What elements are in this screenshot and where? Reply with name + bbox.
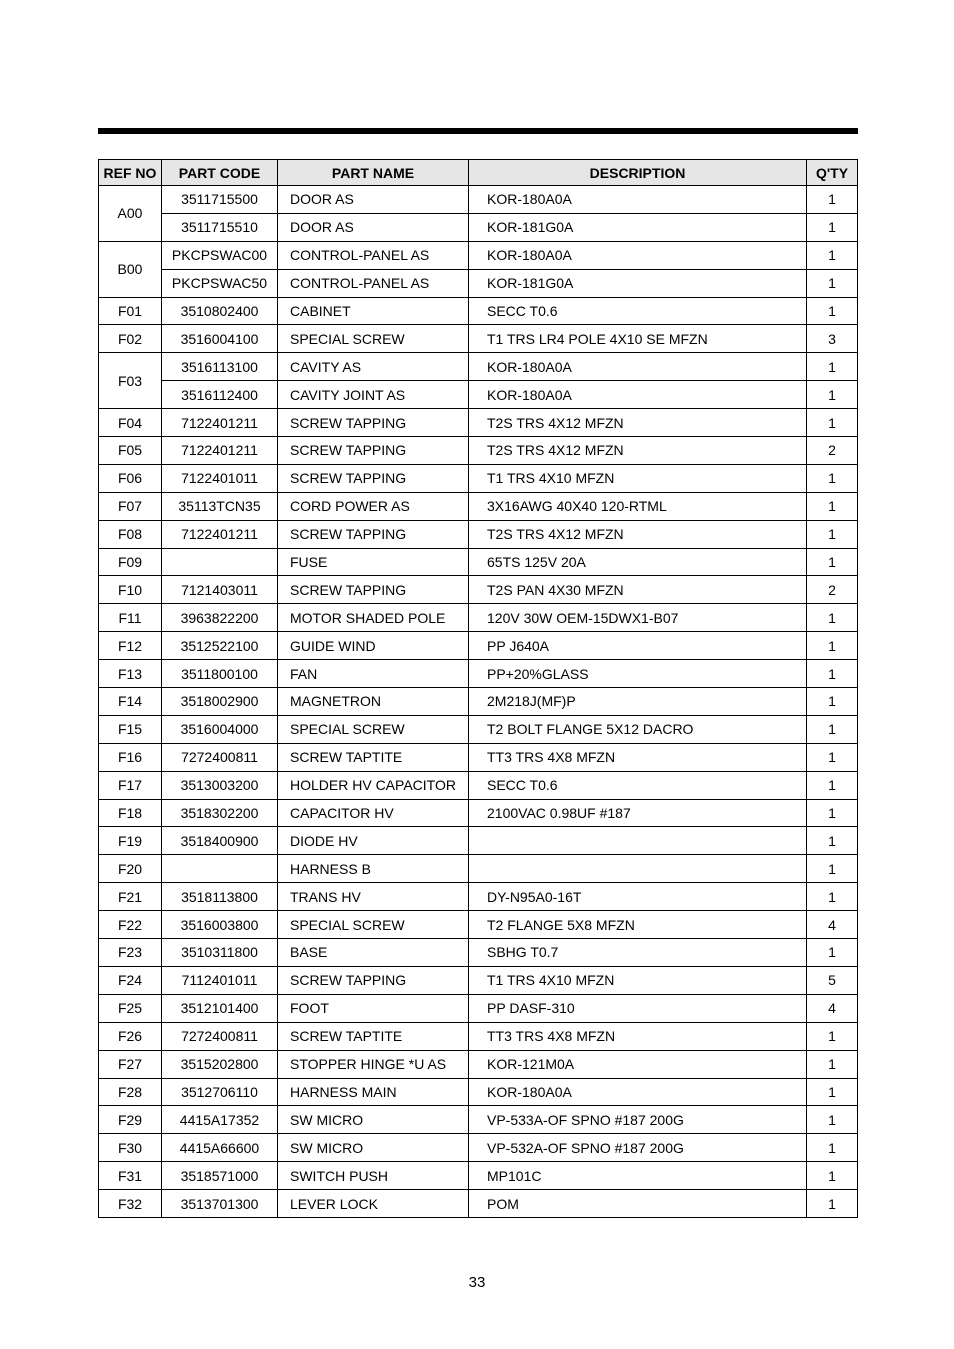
table-row — [99, 213, 858, 241]
qty-cell: 1 — [807, 520, 858, 548]
ref-no-cell: F26 — [99, 1022, 162, 1050]
ref-no-cell: F09 — [99, 548, 162, 576]
description-cell: PP DASF-310 — [469, 994, 807, 1022]
part-name-cell: CABINET — [278, 297, 469, 325]
ref-no-cell: F03 — [99, 353, 162, 409]
ref-no-cell: F10 — [99, 576, 162, 604]
description-cell: 3X16AWG 40X40 120-RTML — [469, 492, 807, 520]
table-row — [99, 911, 858, 939]
part-code-cell: 3515202800 — [162, 1050, 278, 1078]
description-cell: VP-533A-OF SPNO #187 200G — [469, 1106, 807, 1134]
qty-cell: 1 — [807, 409, 858, 437]
part-name-cell: STOPPER HINGE *U AS — [278, 1050, 469, 1078]
ref-no-cell: F31 — [99, 1162, 162, 1190]
description-cell: TT3 TRS 4X8 MFZN — [469, 1022, 807, 1050]
ref-no-cell: F24 — [99, 966, 162, 994]
part-code-cell: 7272400811 — [162, 1022, 278, 1050]
part-name-cell: CONTROL-PANEL AS — [278, 269, 469, 297]
description-cell: TT3 TRS 4X8 MFZN — [469, 743, 807, 771]
part-code-cell: 7121403011 — [162, 576, 278, 604]
qty-cell: 1 — [807, 213, 858, 241]
table-row — [99, 994, 858, 1022]
part-code-cell: 3512101400 — [162, 994, 278, 1022]
part-name-cell: DOOR AS — [278, 213, 469, 241]
table-row — [99, 855, 858, 883]
description-cell: SECC T0.6 — [469, 297, 807, 325]
qty-cell: 1 — [807, 464, 858, 492]
table-row — [99, 1162, 858, 1190]
description-cell: 2100VAC 0.98UF #187 — [469, 799, 807, 827]
description-cell: KOR-180A0A — [469, 241, 807, 269]
qty-cell: 1 — [807, 799, 858, 827]
table-row — [99, 576, 858, 604]
part-name-cell: MOTOR SHADED POLE — [278, 604, 469, 632]
part-name-cell: FUSE — [278, 548, 469, 576]
qty-cell: 1 — [807, 1022, 858, 1050]
part-code-cell: 3518571000 — [162, 1162, 278, 1190]
qty-cell: 2 — [807, 437, 858, 465]
qty-cell: 1 — [807, 1162, 858, 1190]
description-cell: SECC T0.6 — [469, 771, 807, 799]
description-cell: T2S TRS 4X12 MFZN — [469, 520, 807, 548]
description-cell: KOR-180A0A — [469, 381, 807, 409]
part-code-cell: 3516004100 — [162, 325, 278, 353]
qty-cell: 1 — [807, 269, 858, 297]
part-name-cell: DOOR AS — [278, 186, 469, 214]
part-name-cell: CAVITY AS — [278, 353, 469, 381]
table-row — [99, 520, 858, 548]
part-name-cell: CAPACITOR HV — [278, 799, 469, 827]
description-cell: T2 BOLT FLANGE 5X12 DACRO — [469, 715, 807, 743]
ref-no-cell: F07 — [99, 492, 162, 520]
part-code-cell: PKCPSWAC50 — [162, 269, 278, 297]
qty-cell: 1 — [807, 1190, 858, 1218]
part-name-cell: SW MICRO — [278, 1134, 469, 1162]
part-code-cell — [162, 548, 278, 576]
part-name-cell: SCREW TAPPING — [278, 464, 469, 492]
description-cell: DY-N95A0-16T — [469, 883, 807, 911]
ref-no-cell: F16 — [99, 743, 162, 771]
ref-no-cell: F21 — [99, 883, 162, 911]
description-cell: KOR-121M0A — [469, 1050, 807, 1078]
part-name-cell: BASE — [278, 939, 469, 967]
ref-no-cell: F20 — [99, 855, 162, 883]
ref-no-cell: F13 — [99, 660, 162, 688]
description-cell — [469, 827, 807, 855]
description-cell: T2S PAN 4X30 MFZN — [469, 576, 807, 604]
qty-cell: 1 — [807, 1050, 858, 1078]
part-code-cell: 7112401011 — [162, 966, 278, 994]
qty-cell: 2 — [807, 576, 858, 604]
ref-no-cell: F28 — [99, 1078, 162, 1106]
ref-no-cell: F29 — [99, 1106, 162, 1134]
part-code-cell: 3511715500 — [162, 186, 278, 214]
ref-no-cell: F18 — [99, 799, 162, 827]
part-name-cell: SCREW TAPTITE — [278, 743, 469, 771]
part-name-cell: TRANS HV — [278, 883, 469, 911]
part-code-cell: 3518113800 — [162, 883, 278, 911]
header-description: DESCRIPTION — [469, 160, 807, 186]
part-name-cell: HARNESS MAIN — [278, 1078, 469, 1106]
table-row — [99, 939, 858, 967]
table-row — [99, 492, 858, 520]
description-cell: PP J640A — [469, 632, 807, 660]
part-code-cell: 7122401211 — [162, 520, 278, 548]
table-row — [99, 1134, 858, 1162]
part-code-cell: 7122401011 — [162, 464, 278, 492]
part-name-cell: SCREW TAPTITE — [278, 1022, 469, 1050]
qty-cell: 1 — [807, 1106, 858, 1134]
qty-cell: 4 — [807, 911, 858, 939]
table-row — [99, 1078, 858, 1106]
part-code-cell: 3512706110 — [162, 1078, 278, 1106]
qty-cell: 1 — [807, 353, 858, 381]
description-cell: POM — [469, 1190, 807, 1218]
ref-no-cell: F08 — [99, 520, 162, 548]
ref-no-cell: F06 — [99, 464, 162, 492]
table-row — [99, 827, 858, 855]
part-code-cell: 4415A66600 — [162, 1134, 278, 1162]
description-cell: T1 TRS 4X10 MFZN — [469, 966, 807, 994]
part-name-cell: SPECIAL SCREW — [278, 715, 469, 743]
ref-no-cell: F11 — [99, 604, 162, 632]
parts-table — [98, 159, 858, 1218]
qty-cell: 1 — [807, 660, 858, 688]
description-cell: KOR-180A0A — [469, 353, 807, 381]
description-cell: T2S TRS 4X12 MFZN — [469, 437, 807, 465]
qty-cell: 1 — [807, 492, 858, 520]
description-cell: KOR-180A0A — [469, 1078, 807, 1106]
table-row — [99, 799, 858, 827]
qty-cell: 1 — [807, 1134, 858, 1162]
header-qty: Q'TY — [807, 160, 858, 186]
qty-cell: 1 — [807, 771, 858, 799]
qty-cell: 1 — [807, 715, 858, 743]
qty-cell: 1 — [807, 186, 858, 214]
ref-no-cell: A00 — [99, 186, 162, 242]
part-code-cell: 3513701300 — [162, 1190, 278, 1218]
description-cell: KOR-180A0A — [469, 186, 807, 214]
ref-no-cell: F19 — [99, 827, 162, 855]
qty-cell: 1 — [807, 1078, 858, 1106]
part-name-cell: SWITCH PUSH — [278, 1162, 469, 1190]
ref-no-cell: F01 — [99, 297, 162, 325]
ref-no-cell: F23 — [99, 939, 162, 967]
table-row — [99, 297, 858, 325]
table-row — [99, 381, 858, 409]
table-row — [99, 409, 858, 437]
table-row — [99, 241, 858, 269]
part-name-cell: DIODE HV — [278, 827, 469, 855]
table-row — [99, 325, 858, 353]
description-cell: 65TS 125V 20A — [469, 548, 807, 576]
part-code-cell — [162, 855, 278, 883]
table-row — [99, 1106, 858, 1134]
part-name-cell: HOLDER HV CAPACITOR — [278, 771, 469, 799]
table-row — [99, 1050, 858, 1078]
table-row — [99, 743, 858, 771]
table-row — [99, 269, 858, 297]
part-name-cell: SCREW TAPPING — [278, 520, 469, 548]
description-cell: MP101C — [469, 1162, 807, 1190]
part-name-cell: SPECIAL SCREW — [278, 325, 469, 353]
header-row — [99, 160, 858, 186]
qty-cell: 1 — [807, 939, 858, 967]
header-ref-no: REF NO — [99, 160, 162, 186]
ref-no-cell: F05 — [99, 437, 162, 465]
part-code-cell: 3513003200 — [162, 771, 278, 799]
part-code-cell: 4415A17352 — [162, 1106, 278, 1134]
table-row — [99, 660, 858, 688]
part-code-cell: 3518002900 — [162, 688, 278, 716]
description-cell: PP+20%GLASS — [469, 660, 807, 688]
table-row — [99, 1190, 858, 1218]
part-code-cell: PKCPSWAC00 — [162, 241, 278, 269]
part-name-cell: SPECIAL SCREW — [278, 911, 469, 939]
qty-cell: 1 — [807, 883, 858, 911]
part-code-cell: 3510802400 — [162, 297, 278, 325]
ref-no-cell: F02 — [99, 325, 162, 353]
part-code-cell: 3510311800 — [162, 939, 278, 967]
qty-cell: 1 — [807, 297, 858, 325]
table-row — [99, 186, 858, 214]
part-code-cell: 7122401211 — [162, 409, 278, 437]
table-row — [99, 632, 858, 660]
description-cell — [469, 855, 807, 883]
part-name-cell: SCREW TAPPING — [278, 437, 469, 465]
part-code-cell: 7272400811 — [162, 743, 278, 771]
ref-no-cell: B00 — [99, 241, 162, 297]
part-code-cell: 3516004000 — [162, 715, 278, 743]
part-name-cell: SW MICRO — [278, 1106, 469, 1134]
table-row — [99, 966, 858, 994]
description-cell: VP-532A-OF SPNO #187 200G — [469, 1134, 807, 1162]
part-code-cell: 3518302200 — [162, 799, 278, 827]
qty-cell: 4 — [807, 994, 858, 1022]
ref-no-cell: F27 — [99, 1050, 162, 1078]
description-cell: KOR-181G0A — [469, 213, 807, 241]
ref-no-cell: F25 — [99, 994, 162, 1022]
header-part-code: PART CODE — [162, 160, 278, 186]
table-row — [99, 1022, 858, 1050]
qty-cell: 1 — [807, 743, 858, 771]
qty-cell: 1 — [807, 688, 858, 716]
ref-no-cell: F17 — [99, 771, 162, 799]
part-name-cell: SCREW TAPPING — [278, 966, 469, 994]
part-name-cell: CONTROL-PANEL AS — [278, 241, 469, 269]
part-code-cell: 7122401211 — [162, 437, 278, 465]
qty-cell: 1 — [807, 632, 858, 660]
part-name-cell: GUIDE WIND — [278, 632, 469, 660]
qty-cell: 1 — [807, 241, 858, 269]
part-name-cell: FAN — [278, 660, 469, 688]
table-row — [99, 771, 858, 799]
description-cell: T2S TRS 4X12 MFZN — [469, 409, 807, 437]
part-code-cell: 3516113100 — [162, 353, 278, 381]
table-row — [99, 353, 858, 381]
part-name-cell: FOOT — [278, 994, 469, 1022]
description-cell: T1 TRS 4X10 MFZN — [469, 464, 807, 492]
description-cell: T1 TRS LR4 POLE 4X10 SE MFZN — [469, 325, 807, 353]
description-cell: T2 FLANGE 5X8 MFZN — [469, 911, 807, 939]
description-cell: 120V 30W OEM-15DWX1-B07 — [469, 604, 807, 632]
ref-no-cell: F14 — [99, 688, 162, 716]
description-cell: KOR-181G0A — [469, 269, 807, 297]
parts-table-body — [99, 186, 858, 1218]
top-rule — [98, 128, 858, 134]
part-name-cell: SCREW TAPPING — [278, 576, 469, 604]
table-row — [99, 437, 858, 465]
description-cell: 2M218J(MF)P — [469, 688, 807, 716]
table-row — [99, 883, 858, 911]
qty-cell: 5 — [807, 966, 858, 994]
part-name-cell: CORD POWER AS — [278, 492, 469, 520]
part-code-cell: 3511715510 — [162, 213, 278, 241]
qty-cell: 1 — [807, 855, 858, 883]
part-name-cell: HARNESS B — [278, 855, 469, 883]
table-row — [99, 464, 858, 492]
qty-cell: 1 — [807, 604, 858, 632]
part-name-cell: LEVER LOCK — [278, 1190, 469, 1218]
part-name-cell: CAVITY JOINT AS — [278, 381, 469, 409]
table-row — [99, 604, 858, 632]
part-code-cell: 3512522100 — [162, 632, 278, 660]
table-row — [99, 688, 858, 716]
ref-no-cell: F32 — [99, 1190, 162, 1218]
ref-no-cell: F04 — [99, 409, 162, 437]
part-code-cell: 3518400900 — [162, 827, 278, 855]
qty-cell: 1 — [807, 827, 858, 855]
part-code-cell: 35113TCN35 — [162, 492, 278, 520]
table-row — [99, 548, 858, 576]
part-code-cell: 3511800100 — [162, 660, 278, 688]
part-code-cell: 3963822200 — [162, 604, 278, 632]
ref-no-cell: F12 — [99, 632, 162, 660]
description-cell: SBHG T0.7 — [469, 939, 807, 967]
ref-no-cell: F15 — [99, 715, 162, 743]
part-code-cell: 3516003800 — [162, 911, 278, 939]
ref-no-cell: F30 — [99, 1134, 162, 1162]
page-number: 33 — [468, 1274, 486, 1291]
qty-cell: 1 — [807, 548, 858, 576]
qty-cell: 1 — [807, 381, 858, 409]
part-code-cell: 3516112400 — [162, 381, 278, 409]
qty-cell: 3 — [807, 325, 858, 353]
part-name-cell: SCREW TAPPING — [278, 409, 469, 437]
ref-no-cell: F22 — [99, 911, 162, 939]
header-part-name: PART NAME — [278, 160, 469, 186]
table-row — [99, 715, 858, 743]
part-name-cell: MAGNETRON — [278, 688, 469, 716]
